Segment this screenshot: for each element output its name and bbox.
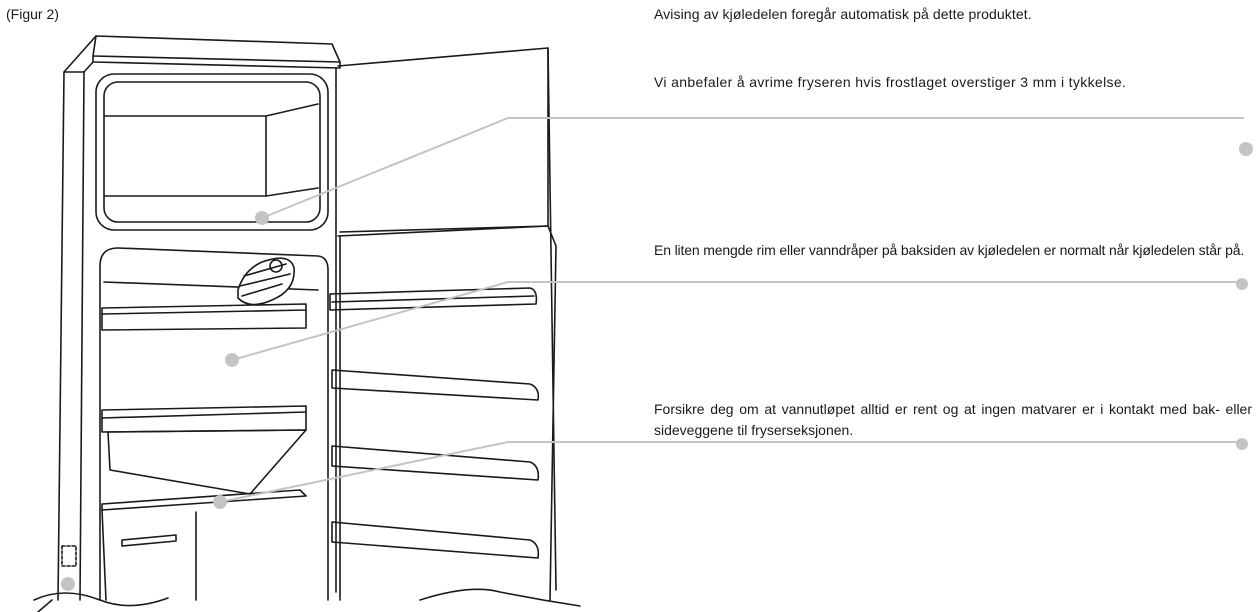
shelf-3 [102, 490, 306, 510]
freezer-compartment [96, 74, 328, 230]
callout-dot [1236, 278, 1248, 290]
callout-line-shelf [220, 442, 1240, 502]
callout-line-freezer [262, 118, 1244, 218]
cabinet-side [58, 36, 96, 600]
note-drain-clean: Forsikre deg om at vannutløpet alltid er rent og at ingen matvarer er i kontakt med bak- eller sideveggene til fryserseksjonen. [654, 401, 1252, 438]
note-freezer-defrost: Vi anbefaler å avrime fryseren hvis frostlaget overstiger 3 mm i tykkelse. [654, 74, 1127, 90]
note-frost-droplets: En liten mengde rim eller vanndråper på baksiden av kjøledelen er normalt når kjøledelen står på. [654, 242, 1245, 258]
shelf-1 [102, 304, 306, 314]
callout-dot [1236, 438, 1248, 450]
fridge-compartment [118, 248, 328, 600]
cabinet-top [93, 36, 340, 62]
drain-outlet-marker [62, 546, 76, 566]
door-bin-4 [332, 522, 538, 558]
door-bin-2 [332, 370, 538, 400]
callout-dot [225, 353, 239, 367]
shelf-2 [102, 406, 306, 418]
door [338, 48, 556, 590]
callout-dot [1239, 142, 1253, 156]
note-automatic-defrost: Avising av kjøledelen foregår automatisk på dette produktet. [654, 6, 1032, 22]
door-bin-3 [332, 446, 538, 480]
figure-label: (Figur 2) [6, 6, 59, 22]
callout-dot [61, 577, 75, 591]
callout-dot [255, 211, 269, 225]
callout-line-fridge [232, 282, 1240, 360]
callout-dot [213, 495, 227, 509]
lamp-icon [238, 258, 294, 304]
